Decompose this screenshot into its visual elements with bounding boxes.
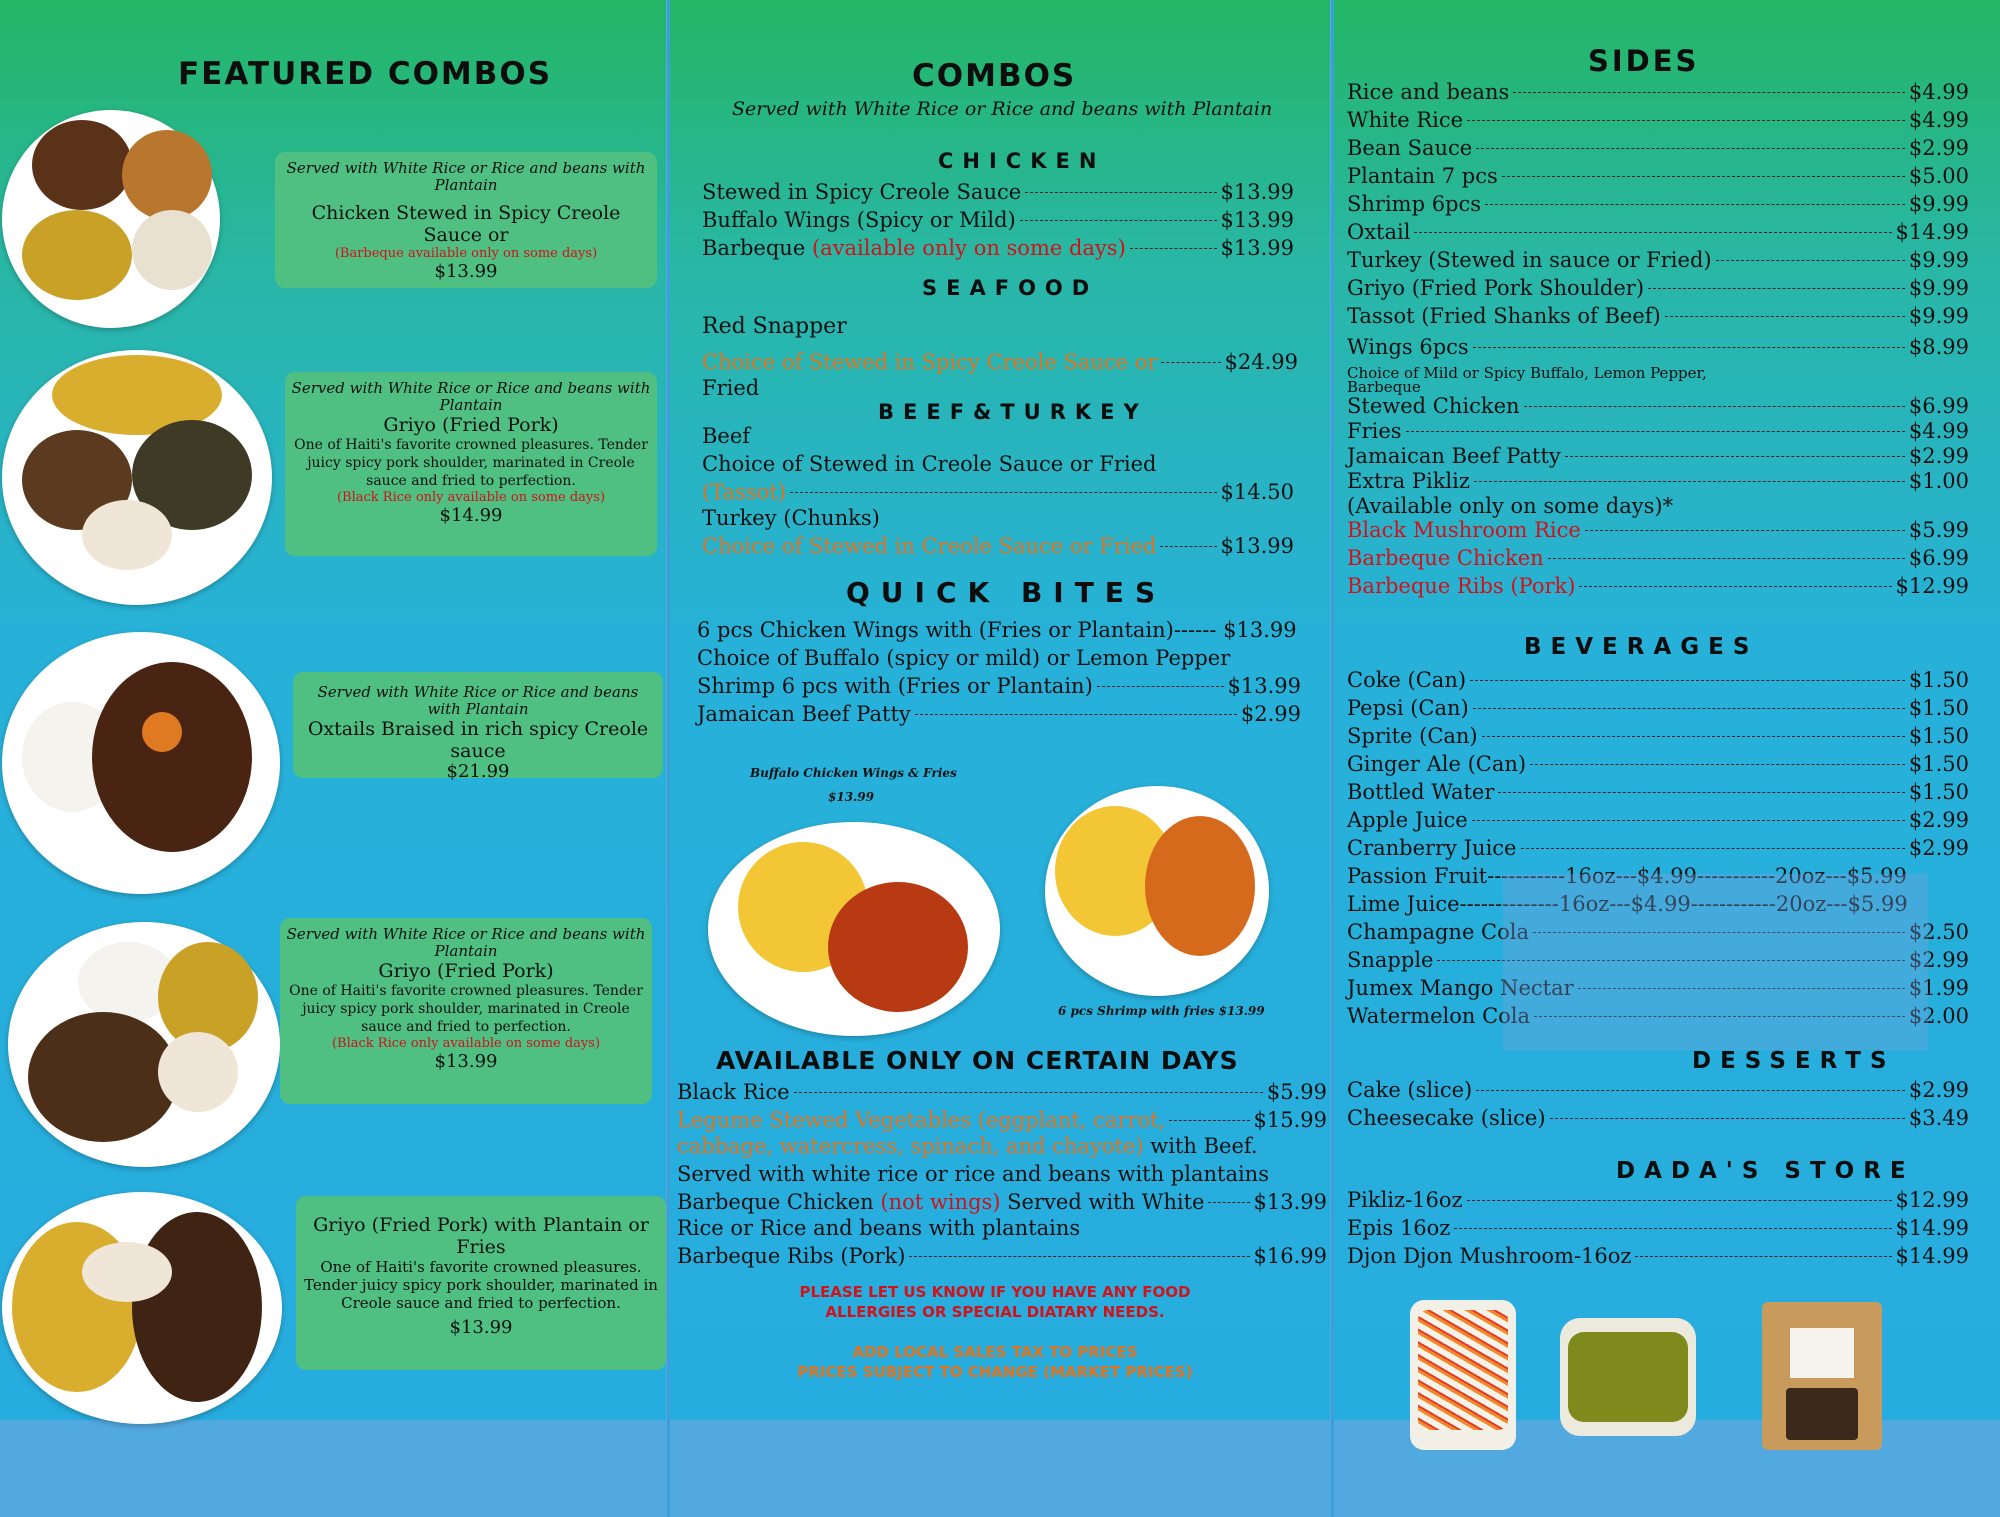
beef-turkey-heading: BEEF&TURKEY xyxy=(878,400,1148,424)
row-price: $2.99 xyxy=(1908,444,1969,468)
row-price: $16.99 xyxy=(1253,1244,1327,1268)
row-price: $14.50 xyxy=(1220,480,1294,504)
menu-row xyxy=(1347,724,1969,748)
menu-row xyxy=(1347,136,1969,160)
row-price: $13.99 xyxy=(1227,674,1301,698)
served-with: Served with White Rice or Rice and beans with Plantain xyxy=(317,683,639,718)
red-snapper: Red Snapper xyxy=(702,314,847,339)
row-price: $15.99 xyxy=(1253,1108,1327,1132)
row-label: Black Rice xyxy=(677,1080,790,1104)
seafood-choice-2: Fried xyxy=(702,376,760,400)
food-photo-griyo-plantain xyxy=(2,1192,282,1424)
lime-juice-row: Lime Juice--------------16oz---$4.99------------20oz---$5.99 xyxy=(1347,892,1908,916)
row-price: $6.99 xyxy=(1908,394,1969,418)
row-price: $3.49 xyxy=(1908,1106,1969,1130)
row-price: $1.99 xyxy=(1908,976,1969,1000)
allergy-notice: PLEASE LET US KNOW IF YOU HAVE ANY FOOD ALLERGIES OR SPECIAL DIATARY NEEDS. xyxy=(799,1283,1191,1321)
row-price: $1.50 xyxy=(1908,724,1969,748)
menu-row xyxy=(1347,248,1969,272)
row-price: $14.99 xyxy=(1895,1244,1969,1268)
food-photo-chicken xyxy=(2,110,220,328)
menu-row xyxy=(1347,80,1969,104)
row-label: Choice of Stewed in Creole Sauce or Fried xyxy=(702,534,1157,558)
row-price: $1.50 xyxy=(1908,780,1969,804)
row-label: Jamaican Beef Patty xyxy=(1347,444,1561,468)
menu-row xyxy=(1347,696,1969,720)
row-price: $6.99 xyxy=(1908,546,1969,570)
food-photo-griyo-2 xyxy=(8,922,280,1167)
djon-djon-bag-photo xyxy=(1762,1302,1882,1450)
row-price: $1.50 xyxy=(1908,696,1969,720)
row-label: Extra Pikliz xyxy=(1347,469,1470,493)
item-name: Oxtails Braised in rich spicy Creole sauce xyxy=(307,718,649,762)
menu-row xyxy=(697,702,1301,726)
row-label: Shrimp 6pcs xyxy=(1347,192,1482,216)
row-label: Cranberry Juice xyxy=(1347,836,1517,860)
menu-row xyxy=(1347,836,1969,860)
row-label: Cake (slice) xyxy=(1347,1078,1473,1102)
store-title: DADA'S STORE xyxy=(1616,1158,1915,1184)
row-label: Bean Sauce xyxy=(1347,136,1473,160)
highlight-box xyxy=(1503,874,1928,1050)
served-with: Served with White Rice or Rice and beans with Plantain xyxy=(286,925,646,960)
photo-caption-wings: Buffalo Chicken Wings & Fries xyxy=(750,766,957,780)
item-name: Griyo (Fried Pork) xyxy=(378,960,554,982)
item-price: $13.99 xyxy=(434,1051,498,1072)
certain-days-title: AVAILABLE ONLY ON CERTAIN DAYS xyxy=(716,1046,1239,1075)
turkey-label: Turkey (Chunks) xyxy=(702,506,880,530)
menu-row xyxy=(1347,668,1969,692)
row-price: $2.00 xyxy=(1908,1004,1969,1028)
row-price: $24.99 xyxy=(1224,350,1298,374)
served-with: Served with White Rice or Rice and beans with Plantain xyxy=(291,379,651,414)
menu-row xyxy=(677,1080,1327,1104)
row-label: Sprite (Can) xyxy=(1347,724,1478,748)
row-label: 6 pcs Chicken Wings with (Fries or Plantain)------ xyxy=(697,618,1217,642)
row-label: Barbeque Ribs (Pork) xyxy=(677,1244,906,1268)
row-label: Shrimp 6 pcs with (Fries or Plantain) xyxy=(697,674,1093,698)
row-label: Griyo (Fried Pork Shoulder) xyxy=(1347,276,1645,300)
row-price: $5.99 xyxy=(1266,1080,1327,1104)
row-price: $14.99 xyxy=(1895,220,1969,244)
desserts-title: DESSERTS xyxy=(1692,1048,1896,1074)
sides-title: SIDES xyxy=(1588,44,1700,78)
photo-price-wings: $13.99 xyxy=(828,790,874,804)
row-label: Coke (Can) xyxy=(1347,668,1467,692)
featured-item-3 xyxy=(293,672,663,782)
row-price: $5.00 xyxy=(1908,164,1969,188)
seafood-heading: SEAFOOD xyxy=(922,276,1099,300)
item-name: Griyo (Fried Pork) xyxy=(383,414,559,436)
row-label: Epis 16oz xyxy=(1347,1216,1451,1240)
featured-item-2 xyxy=(285,372,657,556)
menu-row xyxy=(1347,1106,1969,1130)
menu-row xyxy=(697,674,1301,698)
menu-row xyxy=(1347,808,1969,832)
legume-beef: with Beef. xyxy=(1143,1134,1258,1158)
item-name: Griyo (Fried Pork) with Plantain or Fries xyxy=(313,1214,649,1258)
row-label: Black Mushroom Rice xyxy=(1347,518,1581,542)
row-price: $2.50 xyxy=(1908,920,1969,944)
row-price: $5.99 xyxy=(1908,518,1969,542)
menu-row xyxy=(1347,518,1969,542)
row-label: Jumex Mango Nectar xyxy=(1347,976,1574,1000)
item-note: (Black Rice only available on some days) xyxy=(331,1036,601,1051)
available-note: (Available only on some days)* xyxy=(1347,494,1674,518)
fold-divider xyxy=(667,0,670,1517)
passion-fruit-row: Passion Fruit-----------16oz---$4.99-----------20oz---$5.99 xyxy=(1347,864,1907,888)
row-label: Turkey (Stewed in sauce or Fried) xyxy=(1347,248,1712,272)
row-label: Plantain 7 pcs xyxy=(1347,164,1498,188)
row-label: Barbeque Ribs (Pork) xyxy=(1347,574,1576,598)
row-label: Fries xyxy=(1347,419,1402,443)
food-photo-wings-fries xyxy=(708,822,1000,1036)
menu-row xyxy=(1347,444,1969,468)
row-label: Pepsi (Can) xyxy=(1347,696,1469,720)
row-price: $13.99 xyxy=(1220,208,1294,232)
featured-item-5 xyxy=(296,1196,666,1370)
combos-subtitle: Served with White Rice or Rice and beans with Plantain xyxy=(732,98,1273,120)
menu-row xyxy=(1347,1188,1969,1212)
menu-row xyxy=(1347,574,1969,598)
menu-row xyxy=(702,480,1294,504)
item-price: $14.99 xyxy=(439,505,503,526)
menu-row xyxy=(1347,1078,1969,1102)
menu-row xyxy=(702,208,1294,232)
row-note: (available only on some days) xyxy=(811,236,1126,260)
menu-row xyxy=(1347,546,1969,570)
row-label: Bottled Water xyxy=(1347,780,1495,804)
row-label: (Tassot) xyxy=(702,480,786,504)
row-price: $13.99 xyxy=(1220,180,1294,204)
wings-choice: Choice of Buffalo (spicy or mild) or Lemon Pepper xyxy=(697,646,1231,670)
quick-bites-title: QUICK BITES xyxy=(846,576,1167,609)
item-price: $13.99 xyxy=(434,261,498,282)
row-price: $2.99 xyxy=(1908,836,1969,860)
featured-title: FEATURED COMBOS xyxy=(178,56,553,92)
row-label: Snapple xyxy=(1347,948,1434,972)
row-price: $9.99 xyxy=(1908,276,1969,300)
legume-line-2 xyxy=(677,1134,1258,1158)
row-price: $13.99 xyxy=(1220,236,1294,260)
row-label: Legume Stewed Vegetables (eggplant, carrot, xyxy=(677,1108,1166,1132)
menu-row xyxy=(1347,419,1969,443)
row-price: $9.99 xyxy=(1908,304,1969,328)
bbq-chicken-line-2: Rice or Rice and beans with plantains xyxy=(677,1216,1081,1240)
menu-row xyxy=(677,1190,1327,1214)
wings-note-line-2: Barbeque xyxy=(1347,378,1421,396)
row-label: Ginger Ale (Can) xyxy=(1347,752,1527,776)
menu-row xyxy=(677,1108,1327,1132)
featured-item-4 xyxy=(280,918,652,1104)
item-price: $21.99 xyxy=(446,761,510,782)
row-price: $1.50 xyxy=(1908,668,1969,692)
menu-row xyxy=(1347,304,1969,328)
menu-row xyxy=(1347,276,1969,300)
menu-row xyxy=(1347,220,1969,244)
item-description: One of Haiti's favorite crowned pleasures. Tender juicy spicy pork shoulder, marinated in Creole sauce and fried to perfection. xyxy=(289,983,643,1035)
row-price: $9.99 xyxy=(1908,192,1969,216)
row-price: $1.00 xyxy=(1908,469,1969,493)
row-label: Barbeque Chicken xyxy=(677,1190,874,1214)
menu-row xyxy=(702,350,1298,374)
menu-row xyxy=(1347,469,1969,493)
row-label: Tassot (Fried Shanks of Beef) xyxy=(1347,304,1661,328)
row-label: White Rice xyxy=(1347,108,1464,132)
menu-row xyxy=(1347,394,1969,418)
chicken-heading: CHICKEN xyxy=(938,149,1106,173)
row-price: $9.99 xyxy=(1908,248,1969,272)
menu-row xyxy=(1347,752,1969,776)
bottom-band xyxy=(0,1420,2000,1517)
row-label: Jamaican Beef Patty xyxy=(697,702,911,726)
row-label: Watermelon Cola xyxy=(1347,1004,1531,1028)
item-note: (Barbeque available only on some days) xyxy=(334,246,598,261)
row-price: $12.99 xyxy=(1895,574,1969,598)
row-price: $2.99 xyxy=(1240,702,1301,726)
menu-row xyxy=(1347,335,1969,359)
epis-jar-photo xyxy=(1560,1318,1696,1436)
food-photo-griyo xyxy=(2,350,272,605)
row-label: Buffalo Wings (Spicy or Mild) xyxy=(702,208,1016,232)
food-photo-shrimp-fries xyxy=(1045,786,1269,996)
row-price: $4.99 xyxy=(1908,80,1969,104)
menu-row xyxy=(1347,1244,1969,1268)
row-price: $1.50 xyxy=(1908,752,1969,776)
item-description: One of Haiti's favorite crowned pleasures. Tender juicy spicy pork shoulder, marinated in Creole sauce and fried to perfection. xyxy=(304,1258,658,1312)
row-price: $2.99 xyxy=(1908,808,1969,832)
price-notice: PRICES SUBJECT TO CHANGE (MARKET PRICES) xyxy=(797,1363,1193,1381)
row-price: $4.99 xyxy=(1908,419,1969,443)
menu-row xyxy=(1347,192,1969,216)
row-label: Oxtail xyxy=(1347,220,1411,244)
item-note: (Black Rice only available on some days) xyxy=(336,490,606,505)
menu-row xyxy=(677,1244,1327,1268)
row-price: $2.99 xyxy=(1908,948,1969,972)
row-label: Barbeque xyxy=(702,236,806,260)
menu-row xyxy=(702,180,1294,204)
row-price: $2.99 xyxy=(1908,1078,1969,1102)
row-label: Stewed in Spicy Creole Sauce xyxy=(702,180,1022,204)
row-label-rest: Served with White xyxy=(1007,1190,1205,1214)
row-price: $8.99 xyxy=(1908,335,1969,359)
fold-divider xyxy=(1331,0,1334,1517)
featured-item-1 xyxy=(275,152,657,288)
row-price: $2.99 xyxy=(1908,136,1969,160)
row-price: $13.99 xyxy=(1253,1190,1327,1214)
menu-row xyxy=(1347,164,1969,188)
item-name: Chicken Stewed in Spicy Creole Sauce or xyxy=(311,202,621,246)
row-label: Champagne Cola xyxy=(1347,920,1530,944)
food-photo-oxtail xyxy=(2,632,280,894)
wings-note xyxy=(1347,366,1767,394)
item-price: $13.99 xyxy=(449,1317,513,1338)
legume-veg: cabbage, watercress, spinach, and chayote) xyxy=(677,1134,1144,1158)
row-price: $12.99 xyxy=(1895,1188,1969,1212)
menu-row xyxy=(702,534,1294,558)
item-description: One of Haiti's favorite crowned pleasures. Tender juicy spicy pork shoulder, marinated in Creole sauce and fried to perfection. xyxy=(294,437,648,489)
row-label: Choice of Stewed in Spicy Creole Sauce or xyxy=(702,350,1158,374)
row-note: (not wings) xyxy=(880,1190,1001,1214)
row-price: $13.99 xyxy=(1223,618,1297,642)
pikliz-jar-photo xyxy=(1410,1300,1516,1450)
row-label: Wings 6pcs xyxy=(1347,335,1469,359)
row-label: Stewed Chicken xyxy=(1347,394,1520,418)
wings-note-line-1: Choice of Mild or Spicy Buffalo, Lemon Pepper, xyxy=(1347,364,1707,382)
row-label: Djon Djon Mushroom-16oz xyxy=(1347,1244,1632,1268)
row-label: Barbeque Chicken xyxy=(1347,546,1544,570)
beef-label: Beef xyxy=(702,424,751,448)
menu-row xyxy=(702,236,1294,260)
row-label: Rice and beans xyxy=(1347,80,1510,104)
row-label: Cheesecake (slice) xyxy=(1347,1106,1546,1130)
combos-title: COMBOS xyxy=(912,58,1077,94)
row-label: Pikliz-16oz xyxy=(1347,1188,1463,1212)
menu-row xyxy=(1347,1216,1969,1240)
menu-row xyxy=(697,618,1301,642)
served-with: Served with White Rice or Rice and beans with Plantain xyxy=(286,159,646,194)
beef-choice: Choice of Stewed in Creole Sauce or Fried xyxy=(702,452,1157,476)
row-price: $4.99 xyxy=(1908,108,1969,132)
menu-row xyxy=(1347,108,1969,132)
legume-line-3: Served with white rice or rice and beans with plantains xyxy=(677,1162,1269,1186)
row-price: $13.99 xyxy=(1220,534,1294,558)
row-label: Apple Juice xyxy=(1347,808,1468,832)
photo-caption-shrimp: 6 pcs Shrimp with fries $13.99 xyxy=(1058,1004,1265,1018)
tax-notice: ADD LOCAL SALES TAX TO PRICES xyxy=(852,1343,1138,1361)
row-price: $14.99 xyxy=(1895,1216,1969,1240)
beverages-title: BEVERAGES xyxy=(1524,634,1759,660)
menu-row xyxy=(1347,780,1969,804)
